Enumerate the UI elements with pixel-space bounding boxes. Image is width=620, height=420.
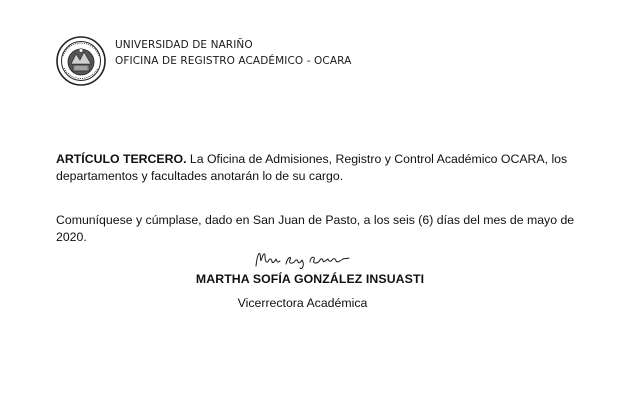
closing-paragraph: Comuníquese y cúmplase, dado en San Juan de Pasto, a los seis (6) días del mes de mayo de 2020.	[56, 213, 575, 244]
office-name: OFICINA DE REGISTRO ACADÉMICO - OCARA	[115, 55, 352, 67]
handwritten-signature	[248, 246, 358, 272]
signer-title: Vicerrectora Académica	[237, 296, 368, 310]
signer-name: MARTHA SOFÍA GONZÁLEZ INSUASTI	[195, 272, 425, 286]
article-text: La Oficina de Admisiones, Registro y Control Académico OCARA, los departamentos y facultades anotarán lo de su cargo.	[56, 152, 568, 183]
article-label: ARTÍCULO TERCERO.	[56, 152, 187, 166]
university-seal-icon	[56, 36, 106, 86]
university-name: UNIVERSIDAD DE NARIÑO	[115, 39, 253, 51]
article-paragraph	[56, 151, 576, 185]
